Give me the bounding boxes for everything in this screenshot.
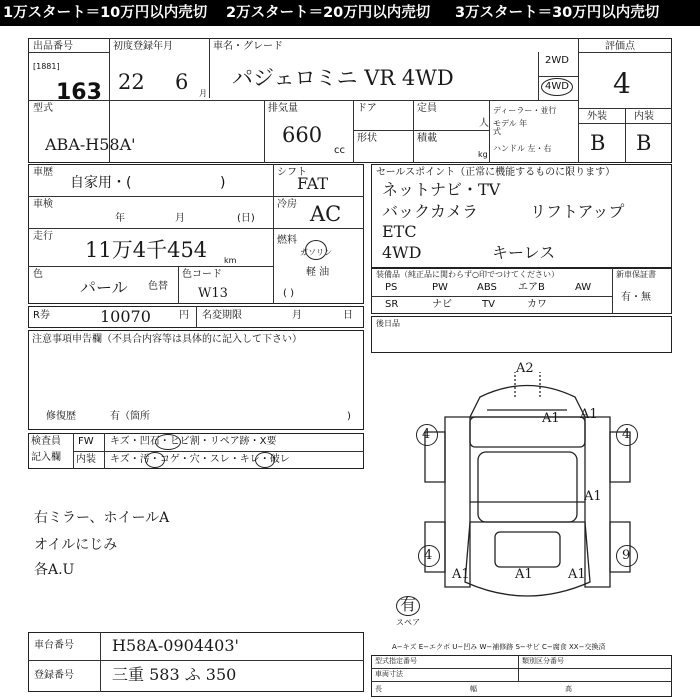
mileage-value: 11万4千454	[85, 238, 208, 262]
lot-code: [1881]	[33, 62, 60, 71]
damage-mark: A1	[584, 489, 602, 504]
name-change-month: 月	[292, 310, 302, 321]
fuel-light-oil: 軽 油	[306, 267, 330, 278]
tier1-text: 1万スタート＝10万円以内売切	[3, 5, 208, 21]
warranty-options: 有・無	[621, 292, 651, 303]
damage-mark: 4	[622, 427, 631, 442]
exterior-value: B	[590, 131, 606, 155]
car-name-value: パジェロミニ VR 4WD	[232, 66, 454, 90]
history-value: 自家用・(	[70, 175, 132, 191]
history-close: )	[220, 175, 226, 191]
damage-mark: A1	[515, 567, 533, 582]
dealer-label: ディーラー・並行	[493, 106, 557, 115]
height-label: 高	[565, 685, 572, 693]
notes-block	[28, 330, 364, 430]
fuel-label: 燃料	[277, 235, 297, 246]
shift-label: シフト	[277, 167, 307, 178]
damage-mark: A1	[542, 411, 560, 426]
aircon-label: 冷房	[277, 199, 297, 210]
damage-mark: A1	[568, 567, 586, 582]
chassis-label: 車台番号	[34, 640, 74, 651]
first-reg-label: 初度登録年月	[113, 41, 173, 52]
size-label: 車両寸法	[375, 670, 403, 678]
damage-mark-circle	[616, 424, 638, 446]
chassis-value: H58A-0904403'	[112, 636, 239, 655]
car-diagram	[395, 372, 660, 622]
fw-label: FW	[78, 436, 94, 447]
color-value: パール	[80, 278, 128, 297]
recycle-label: R券	[33, 310, 50, 321]
car-name-label: 車名・グレード	[213, 41, 283, 52]
lot-label: 出品番号	[33, 41, 73, 52]
load-label: 積載	[417, 133, 437, 144]
damage-mark: A1	[452, 567, 470, 582]
warranty-label: 新車保証書	[616, 270, 656, 279]
name-change-label: 名変期限	[202, 310, 242, 321]
equipment-item: エアB	[518, 282, 545, 293]
header-bar	[0, 0, 700, 26]
equipment-item: AW	[575, 282, 592, 293]
sales-item-5: 4WD	[382, 243, 422, 262]
class-code-label: 類別区分番号	[522, 657, 564, 665]
handle-label: ハンドル 左・右	[493, 144, 552, 153]
damage-mark-circle	[418, 545, 440, 567]
inspection-day-unit: (日)	[237, 213, 255, 224]
name-change-day: 日	[343, 310, 353, 321]
capacity-label: 定員	[417, 103, 437, 114]
exterior-label: 外装	[587, 111, 607, 122]
fw-circle	[155, 434, 181, 450]
model-year-label: モデル 年式	[493, 119, 528, 136]
color-label: 色	[33, 269, 43, 280]
equipment-item: TV	[482, 299, 495, 310]
tier2-text: 2万スタート＝20万円以内売切	[226, 5, 431, 21]
notes-label: 注意事項申告欄（不具合内容等は具体的に記入して下さい）	[32, 334, 302, 345]
fuel-other: ( )	[283, 288, 294, 299]
sales-item-2: バックカメラ	[382, 202, 479, 221]
mileage-label: 走行	[33, 231, 53, 242]
drive-selected: 4WD	[545, 81, 569, 92]
sales-item-4: ETC	[382, 222, 417, 241]
damage-mark: 4	[424, 548, 433, 563]
score-label: 評価点	[605, 41, 635, 52]
equipment-item: ABS	[477, 282, 497, 293]
month-unit: 月	[199, 89, 207, 98]
fw-items: キズ・凹石・ヒビ割・リペア跡・X要	[110, 436, 277, 447]
history-label: 車歴	[33, 167, 53, 178]
displacement-unit: cc	[334, 145, 345, 156]
model-cert-label: 型式指定番号	[375, 657, 417, 665]
sales-item-1: ネットナビ・TV	[382, 180, 501, 199]
capacity-unit: 人	[479, 118, 489, 129]
equipment-item: SR	[385, 299, 399, 310]
int-circle-2	[255, 452, 275, 468]
repair-label: 修復歴	[46, 411, 76, 422]
shape-label: 形状	[357, 133, 377, 144]
plate-value: 三重 583 ふ 350	[112, 665, 237, 684]
int-items: キズ・汚・コゲ・穴・スレ・キレ・破レ	[110, 454, 290, 465]
plate-label: 登録番号	[34, 670, 74, 681]
repair-value: 有（箇所	[110, 411, 150, 422]
equipment-item: PS	[385, 282, 398, 293]
shift-value: FAT	[297, 174, 329, 193]
width-label: 幅	[470, 685, 477, 693]
sales-item-6: キーレス	[492, 243, 556, 262]
displacement-label: 排気量	[268, 103, 298, 114]
inspection-year-unit: 年	[115, 213, 125, 224]
tier3-text: 3万スタート＝30万円以内売切	[455, 5, 660, 21]
inspector-note-3: 各A.U	[34, 562, 75, 578]
interior-value: B	[636, 131, 652, 155]
sales-item-3: リフトアップ	[530, 202, 625, 221]
first-reg-year: 22	[118, 70, 145, 94]
color-code-label: 色コード	[182, 269, 222, 280]
fuel-gasoline: ガソリン	[300, 248, 332, 257]
mileage-unit: km	[224, 256, 237, 265]
equipment-label: 装備品（純正品に関わらず○印でつけてください）	[376, 270, 559, 279]
aircon-value: AC	[310, 202, 342, 226]
damage-mark-circle	[416, 424, 438, 446]
post-inspection-label: 後日品	[376, 319, 400, 328]
equipment-item: PW	[432, 282, 448, 293]
int-label: 内装	[76, 454, 96, 465]
inspector-label-1: 検査員	[31, 436, 61, 447]
spare-label: スペア	[396, 618, 420, 627]
equipment-item: ナビ	[432, 299, 452, 310]
load-unit: kg	[478, 150, 488, 159]
color-change-label: 色替	[148, 281, 168, 292]
damage-mark: 9	[622, 548, 631, 563]
int-circle-1	[145, 452, 165, 468]
model-label: 型式	[33, 103, 53, 114]
recycle-unit: 円	[179, 310, 189, 321]
inspection-month-unit: 月	[175, 213, 185, 224]
fuel-circle	[305, 240, 327, 260]
damage-mark: A1	[580, 407, 598, 422]
inspector-note-2: オイルにじみ	[34, 537, 118, 553]
model-value: ABA-H58A'	[45, 135, 136, 154]
post-inspection-block	[371, 316, 672, 353]
displacement-value: 660	[282, 123, 323, 147]
damage-mark: 4	[422, 427, 431, 442]
damage-mark-circle	[616, 545, 638, 567]
first-reg-month: 6	[175, 70, 189, 94]
equipment-item: カワ	[527, 299, 547, 310]
spare-value: 有	[400, 595, 417, 614]
interior-label: 内装	[634, 111, 654, 122]
sales-points-label: セールスポイント（正常に機能するものに限ります）	[376, 167, 616, 178]
score-value: 4	[613, 67, 631, 100]
recycle-value: 10070	[100, 307, 151, 326]
repair-close: )	[347, 411, 351, 422]
inspection-label: 車検	[33, 199, 53, 210]
length-label: 長	[375, 685, 382, 693]
inspector-note-1: 右ミラー、ホイールA	[34, 510, 170, 526]
doors-label: ドア	[357, 103, 377, 114]
diagram-legend: A−キズ E−エクボ U−凹み W−補修跡 S−サビ C−腐食 XX−交換済	[392, 643, 606, 651]
inspector-label-2: 記入欄	[31, 452, 61, 463]
lot-number: 163	[56, 80, 102, 105]
damage-mark: A2	[516, 361, 534, 376]
drive-2wd-label: 2WD	[545, 55, 569, 66]
color-code-value: W13	[198, 286, 228, 301]
